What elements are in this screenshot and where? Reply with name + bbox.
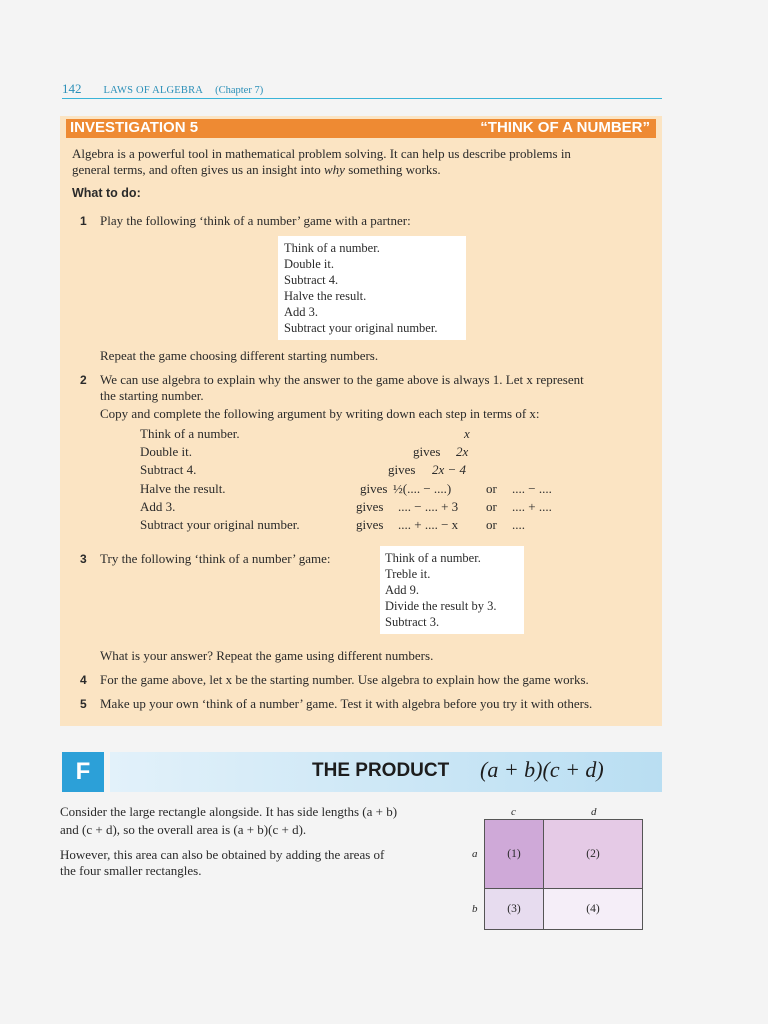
label-a: a <box>472 848 478 860</box>
paragraph-1-line-1: Consider the large rectangle alongside. It has side lengths (a + b) <box>60 804 398 819</box>
rect-3: (3) <box>484 888 544 930</box>
paragraph-2-line-2: the four smaller rectangles. <box>60 863 202 878</box>
paragraph-2-line-1: However, this area can also be obtained by adding the areas of <box>60 847 385 862</box>
arg-expr: 2x − 4 <box>432 462 467 477</box>
intro-emphasis: why <box>324 162 345 177</box>
section-heading-math: (a + b)(c + d) <box>480 757 604 782</box>
step-2-line-2: the starting number. <box>100 388 204 403</box>
game-2-line: Subtract 3. <box>385 615 440 629</box>
intro-line-2 <box>72 162 441 178</box>
step-2-number: 2 <box>80 373 87 387</box>
investigation-title: “THINK OF A NUMBER” <box>480 119 650 136</box>
section-title: LAWS OF ALGEBRA <box>103 85 204 96</box>
game-2-line: Think of a number. <box>385 551 481 565</box>
game-2-line: Add 9. <box>385 583 420 597</box>
arg-gives: gives <box>356 499 384 514</box>
arg-expr: x <box>464 426 470 441</box>
arg-alt: .... − .... <box>512 481 552 496</box>
arg-gives: gives <box>356 517 384 532</box>
rect-2: (2) <box>543 819 643 889</box>
label-d: d <box>591 806 597 818</box>
game-1-line: Think of a number. <box>284 241 380 255</box>
arg-or: or <box>486 499 497 514</box>
section-letter: F <box>62 752 104 792</box>
repeat-1-text: Repeat the game choosing different starting numbers. <box>100 348 379 363</box>
chapter-label: (Chapter 7) <box>215 85 264 96</box>
game-1-box <box>278 236 466 340</box>
label-c: c <box>511 806 516 818</box>
investigation-label: INVESTIGATION 5 <box>70 119 199 136</box>
arg-or: or <box>486 481 497 496</box>
arg-step: Subtract 4. <box>140 462 197 477</box>
game-1-line: Double it. <box>284 257 334 271</box>
game-2-line: Divide the result by 3. <box>385 599 497 613</box>
arg-step: Subtract your original number. <box>140 517 300 532</box>
rect-1: (1) <box>484 819 544 889</box>
step-1-text: Play the following ‘think of a number’ game with a partner: <box>100 213 411 228</box>
step-4-text: For the game above, let x be the starting number. Use algebra to explain how the game works. <box>100 672 589 687</box>
rect-4: (4) <box>543 888 643 930</box>
game-2-line: Treble it. <box>385 567 431 581</box>
label-b: b <box>472 903 478 915</box>
intro-line-1: Algebra is a powerful tool in mathematical problem solving. It can help us describe problems in <box>72 146 571 161</box>
page-header <box>62 80 662 99</box>
repeat-2-text: What is your answer? Repeat the game using different numbers. <box>100 648 434 663</box>
arg-expr: .... + .... − x <box>398 517 459 532</box>
what-to-do-heading: What to do: <box>72 186 141 200</box>
arg-step: Double it. <box>140 444 192 459</box>
step-4-number: 4 <box>80 673 87 687</box>
step-1-number: 1 <box>80 214 87 228</box>
section-heading: THE PRODUCT <box>312 760 450 781</box>
intro-text: general terms, and often gives us an insight into <box>72 162 325 177</box>
investigation-bar <box>66 119 656 138</box>
step-5-number: 5 <box>80 697 87 711</box>
step-3-text: Try the following ‘think of a number’ game: <box>100 551 331 566</box>
arg-alt: .... + .... <box>512 499 552 514</box>
arg-expr: ½(.... − ....) <box>393 481 452 496</box>
arg-step: Think of a number. <box>140 426 240 441</box>
arg-alt: .... <box>512 517 525 532</box>
arg-gives: gives <box>388 462 416 477</box>
arg-step: Halve the result. <box>140 481 226 496</box>
game-1-line: Add 3. <box>284 305 319 319</box>
step-2-line-3: Copy and complete the following argument by writing down each step in terms of x: <box>100 406 540 421</box>
arg-gives: gives <box>413 444 441 459</box>
page-number: 142 <box>62 81 82 96</box>
step-2-line-1: We can use algebra to explain why the answer to the game above is always 1. Let x represent <box>100 372 584 387</box>
game-1-line: Subtract your original number. <box>284 321 438 335</box>
step-3-number: 3 <box>80 552 87 566</box>
game-1-line: Halve the result. <box>284 289 367 303</box>
paragraph-1-line-2: and (c + d), so the overall area is (a + b)(c + d). <box>60 822 307 837</box>
intro-text-end: something works. <box>344 162 441 177</box>
game-2-box <box>380 546 524 634</box>
arg-expr: 2x <box>456 444 469 459</box>
arg-or: or <box>486 517 497 532</box>
arg-step: Add 3. <box>140 499 176 514</box>
arg-expr: .... − .... + 3 <box>398 499 459 514</box>
step-5-text: Make up your own ‘think of a number’ game. Test it with algebra before you try it with others. <box>100 696 593 711</box>
arg-gives: gives <box>360 481 388 496</box>
game-1-line: Subtract 4. <box>284 273 339 287</box>
